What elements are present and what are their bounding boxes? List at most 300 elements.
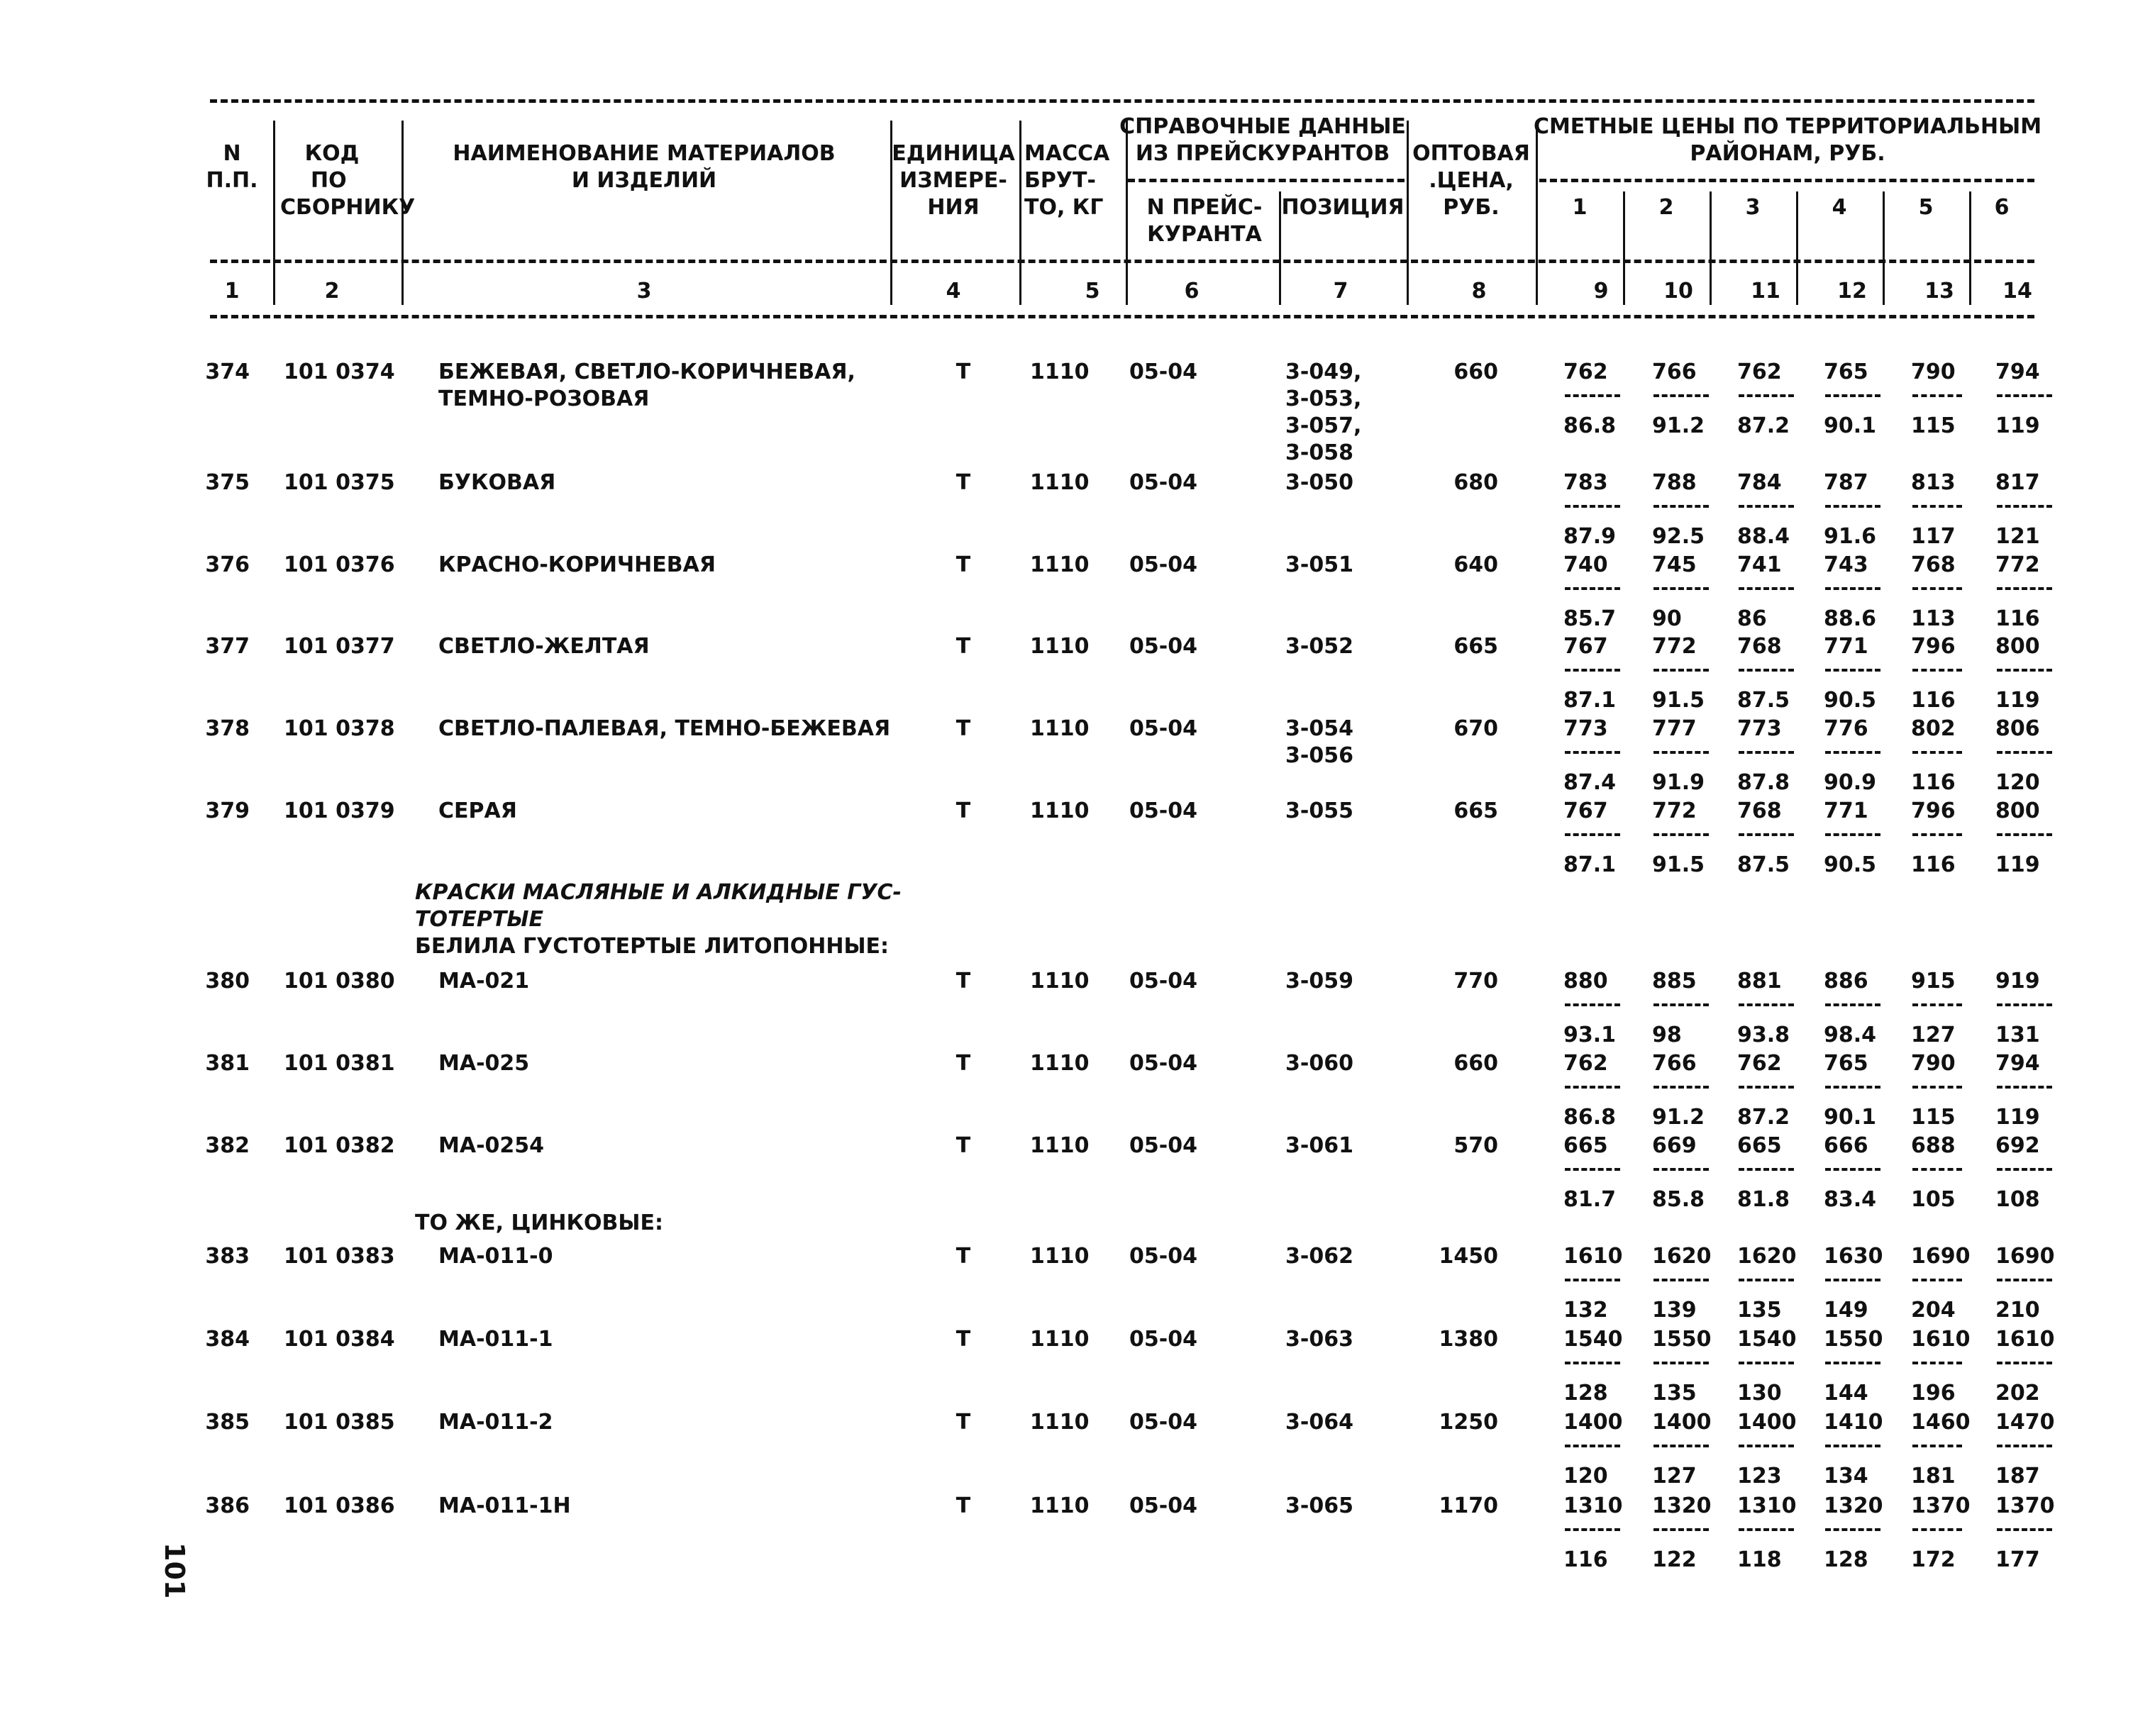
- colnum-6: 6: [1184, 279, 1200, 304]
- region-5-transport: 172: [1911, 1547, 1956, 1572]
- region-4-price: 765: [1824, 1051, 1868, 1076]
- fraction-line: [1739, 1168, 1794, 1171]
- region-6-price: 800: [1995, 634, 2040, 659]
- region-6-transport: 120: [1995, 770, 2040, 795]
- row-wholesale-price: 1450: [1439, 1244, 1498, 1269]
- colnum-bottom-rule: [210, 315, 2034, 318]
- row-wholesale-price: 680: [1453, 470, 1498, 495]
- region-3-price: 762: [1737, 1051, 1782, 1076]
- fraction-line: [1653, 1445, 1709, 1447]
- region-1-price: 767: [1563, 634, 1608, 659]
- row-position: 3-050: [1285, 470, 1353, 495]
- fraction-line: [1825, 833, 1880, 836]
- row-mass: 1110: [1030, 634, 1090, 659]
- region-4-price: 1630: [1824, 1244, 1883, 1269]
- fraction-line: [1997, 1003, 2052, 1006]
- header-bottom-rule: [210, 260, 2034, 263]
- region-4-transport: 91.6: [1824, 524, 1877, 549]
- fraction-line: [1653, 751, 1709, 754]
- row-name: МА-021: [438, 969, 530, 994]
- region-1-price: 773: [1563, 716, 1608, 741]
- fraction-line: [1565, 833, 1620, 836]
- fraction-line: [1565, 587, 1620, 590]
- fraction-line: [1997, 1445, 2052, 1447]
- region-3-transport: 87.5: [1737, 688, 1790, 713]
- row-code: 101 0377: [284, 634, 395, 659]
- header-code-2: ПО: [311, 168, 347, 193]
- header-wholesale-2: .ЦЕНА,: [1429, 168, 1514, 193]
- fraction-line: [1653, 587, 1709, 590]
- fraction-line: [1912, 1086, 1962, 1089]
- fraction-line: [1825, 1086, 1880, 1089]
- row-price-list: 05-04: [1129, 470, 1197, 495]
- region-6-price: 817: [1995, 470, 2040, 495]
- region-6-transport: 119: [1995, 413, 2040, 438]
- row-mass: 1110: [1030, 1410, 1090, 1435]
- fraction-line: [1997, 1528, 2052, 1531]
- header-region-5: 5: [1918, 195, 1934, 220]
- row-wholesale-price: 660: [1453, 360, 1498, 384]
- header-wholesale-1: ОПТОВАЯ: [1412, 141, 1530, 166]
- header-name-2: И ИЗДЕЛИЙ: [571, 168, 717, 193]
- region-4-transport: 144: [1824, 1381, 1868, 1406]
- fraction-line: [1565, 394, 1620, 397]
- fraction-line: [1565, 505, 1620, 508]
- region-6-price: 1470: [1995, 1410, 2055, 1435]
- header-name-1: НАИМЕНОВАНИЕ МАТЕРИАЛОВ: [453, 141, 836, 166]
- row-number: 386: [205, 1493, 250, 1518]
- fraction-line: [1565, 1279, 1620, 1281]
- vsep-9: [1623, 191, 1625, 305]
- row-price-list: 05-04: [1129, 552, 1197, 577]
- region-5-transport: 105: [1911, 1187, 1956, 1212]
- row-name: МА-011-1Н: [438, 1493, 571, 1518]
- colnum-2: 2: [324, 279, 340, 304]
- fraction-line: [1653, 669, 1709, 672]
- region-4-transport: 90.1: [1824, 1105, 1877, 1130]
- row-code: 101 0380: [284, 969, 395, 994]
- region-6-transport: 116: [1995, 606, 2040, 631]
- region-3-price: 762: [1737, 360, 1782, 384]
- row-mass: 1110: [1030, 360, 1090, 384]
- header-top-rule: [210, 99, 2034, 103]
- region-2-price: 1620: [1652, 1244, 1712, 1269]
- region-3-price: 741: [1737, 552, 1782, 577]
- row-price-list: 05-04: [1129, 1133, 1197, 1158]
- region-3-transport: 123: [1737, 1464, 1782, 1489]
- fraction-line: [1825, 587, 1880, 590]
- region-3-transport: 118: [1737, 1547, 1782, 1572]
- fraction-line: [1912, 1003, 1962, 1006]
- region-5-price: 790: [1911, 1051, 1956, 1076]
- region-4-transport: 98.4: [1824, 1023, 1877, 1047]
- region-5-transport: 115: [1911, 413, 1956, 438]
- row-number: 375: [205, 470, 250, 495]
- fraction-line: [1997, 505, 2052, 508]
- region-4-price: 886: [1824, 969, 1868, 994]
- fraction-line: [1565, 751, 1620, 754]
- row-unit: Т: [955, 969, 971, 994]
- region-3-transport: 135: [1737, 1298, 1782, 1323]
- region-5-price: 813: [1911, 470, 1956, 495]
- region-4-transport: 128: [1824, 1547, 1868, 1572]
- fraction-line: [1739, 394, 1794, 397]
- region-4-transport: 134: [1824, 1464, 1868, 1489]
- row-position: 3-059: [1285, 969, 1353, 994]
- region-3-transport: 87.2: [1737, 1105, 1790, 1130]
- row-mass: 1110: [1030, 716, 1090, 741]
- fraction-line: [1739, 1279, 1794, 1281]
- row-code: 101 0385: [284, 1410, 395, 1435]
- region-5-price: 790: [1911, 360, 1956, 384]
- row-wholesale-price: 1380: [1439, 1327, 1498, 1352]
- region-3-transport: 93.8: [1737, 1023, 1790, 1047]
- fraction-line: [1912, 1445, 1962, 1447]
- header-unit-1: ЕДИНИЦА: [892, 141, 1015, 166]
- header-num-1: N: [223, 141, 241, 166]
- header-mass-3: ТО, КГ: [1024, 195, 1104, 220]
- row-price-list: 05-04: [1129, 716, 1197, 741]
- fraction-line: [1739, 751, 1794, 754]
- row-position: 3-061: [1285, 1133, 1353, 1158]
- fraction-line: [1825, 1003, 1880, 1006]
- row-price-list: 05-04: [1129, 1244, 1197, 1269]
- region-4-price: 666: [1824, 1133, 1868, 1158]
- row-name: МА-011-0: [438, 1244, 553, 1269]
- header-wholesale-3: РУБ.: [1443, 195, 1500, 220]
- row-name: СВЕТЛО-ЖЕЛТАЯ: [438, 634, 650, 659]
- vsep-8: [1536, 121, 1538, 305]
- section-title-paints-1: КРАСКИ МАСЛЯНЫЕ И АЛКИДНЫЕ ГУС-: [415, 880, 902, 905]
- header-region-6: 6: [1994, 195, 2010, 220]
- region-1-transport: 132: [1563, 1298, 1608, 1323]
- row-number: 374: [205, 360, 250, 384]
- header-pricelist-1: N ПРЕЙС-: [1146, 195, 1263, 220]
- region-6-transport: 121: [1995, 524, 2040, 549]
- region-3-price: 773: [1737, 716, 1782, 741]
- region-5-transport: 196: [1911, 1381, 1956, 1406]
- row-code: 101 0386: [284, 1493, 395, 1518]
- region-6-transport: 202: [1995, 1381, 2040, 1406]
- region-4-transport: 90.5: [1824, 688, 1877, 713]
- region-5-price: 1460: [1911, 1410, 1971, 1435]
- region-1-transport: 85.7: [1563, 606, 1617, 631]
- row-number: 382: [205, 1133, 250, 1158]
- header-unit-2: ИЗМЕРЕ-: [899, 168, 1007, 193]
- region-3-transport: 81.8: [1737, 1187, 1790, 1212]
- header-mid-rule-est: [1539, 179, 2034, 182]
- region-4-price: 787: [1824, 470, 1868, 495]
- fraction-line: [1997, 587, 2052, 590]
- region-5-price: 915: [1911, 969, 1956, 994]
- row-number: 379: [205, 799, 250, 823]
- row-unit: Т: [955, 1133, 971, 1158]
- colnum-8: 8: [1471, 279, 1487, 304]
- region-2-price: 1320: [1652, 1493, 1712, 1518]
- row-position: 3-052: [1285, 634, 1353, 659]
- region-2-transport: 98: [1652, 1023, 1682, 1047]
- colnum-10: 10: [1663, 279, 1693, 304]
- header-num-2: П.П.: [206, 168, 258, 193]
- header-unit-3: НИЯ: [927, 195, 980, 220]
- row-wholesale-price: 1170: [1439, 1493, 1498, 1518]
- row-code: 101 0382: [284, 1133, 395, 1158]
- region-2-price: 1550: [1652, 1327, 1712, 1352]
- region-3-transport: 87.2: [1737, 413, 1790, 438]
- region-1-transport: 93.1: [1563, 1023, 1617, 1047]
- row-name: МА-0254: [438, 1133, 545, 1158]
- row-mass: 1110: [1030, 1327, 1090, 1352]
- region-6-price: 1370: [1995, 1493, 2055, 1518]
- region-4-transport: 88.6: [1824, 606, 1877, 631]
- region-6-transport: 187: [1995, 1464, 2040, 1489]
- region-2-transport: 91.5: [1652, 852, 1705, 877]
- fraction-line: [1739, 1086, 1794, 1089]
- row-wholesale-price: 665: [1453, 634, 1498, 659]
- fraction-line: [1653, 394, 1709, 397]
- row-unit: Т: [955, 1410, 971, 1435]
- row-position: 3-057,: [1285, 413, 1362, 438]
- row-unit: Т: [955, 360, 971, 384]
- colnum-9: 9: [1593, 279, 1609, 304]
- region-2-price: 766: [1652, 1051, 1697, 1076]
- header-region-4: 4: [1832, 195, 1847, 220]
- region-3-price: 784: [1737, 470, 1782, 495]
- region-2-transport: 122: [1652, 1547, 1697, 1572]
- row-code: 101 0374: [284, 360, 395, 384]
- region-4-price: 1550: [1824, 1327, 1883, 1352]
- fraction-line: [1653, 1086, 1709, 1089]
- region-2-transport: 91.2: [1652, 413, 1705, 438]
- region-2-transport: 90: [1652, 606, 1682, 631]
- fraction-line: [1997, 1279, 2052, 1281]
- region-1-price: 783: [1563, 470, 1608, 495]
- fraction-line: [1653, 1003, 1709, 1006]
- region-1-price: 1310: [1563, 1493, 1623, 1518]
- row-position: 3-049,: [1285, 360, 1362, 384]
- region-5-price: 796: [1911, 634, 1956, 659]
- region-2-transport: 139: [1652, 1298, 1697, 1323]
- region-1-price: 767: [1563, 799, 1608, 823]
- fraction-line: [1825, 1445, 1880, 1447]
- fraction-line: [1653, 505, 1709, 508]
- fraction-line: [1653, 1362, 1709, 1364]
- region-1-transport: 81.7: [1563, 1187, 1617, 1212]
- fraction-line: [1739, 1003, 1794, 1006]
- region-4-price: 771: [1824, 634, 1868, 659]
- section-title-lithopone: БЕЛИЛА ГУСТОТЕРТЫЕ ЛИТОПОННЫЕ:: [415, 934, 890, 959]
- region-6-transport: 108: [1995, 1187, 2040, 1212]
- region-4-transport: 83.4: [1824, 1187, 1877, 1212]
- fraction-line: [1565, 1362, 1620, 1364]
- region-4-price: 776: [1824, 716, 1868, 741]
- fraction-line: [1997, 751, 2052, 754]
- row-position: 3-058: [1285, 440, 1353, 465]
- row-number: 385: [205, 1410, 250, 1435]
- region-2-transport: 127: [1652, 1464, 1697, 1489]
- row-code: 101 0378: [284, 716, 395, 741]
- fraction-line: [1653, 1168, 1709, 1171]
- row-number: 380: [205, 969, 250, 994]
- region-4-transport: 90.1: [1824, 413, 1877, 438]
- region-3-price: 1400: [1737, 1410, 1797, 1435]
- header-code-1: КОД: [304, 141, 360, 166]
- row-number: 381: [205, 1051, 250, 1076]
- region-4-price: 1320: [1824, 1493, 1883, 1518]
- row-unit: Т: [955, 1327, 971, 1352]
- header-mass-1: МАССА: [1024, 141, 1110, 166]
- row-unit: Т: [955, 1493, 971, 1518]
- region-1-price: 762: [1563, 360, 1608, 384]
- region-4-price: 1410: [1824, 1410, 1883, 1435]
- row-mass: 1110: [1030, 1244, 1090, 1269]
- fraction-line: [1739, 1528, 1794, 1531]
- fraction-line: [1997, 1362, 2052, 1364]
- region-2-price: 772: [1652, 799, 1697, 823]
- vsep-13: [1969, 191, 1971, 305]
- row-unit: Т: [955, 470, 971, 495]
- row-code: 101 0379: [284, 799, 395, 823]
- region-5-transport: 116: [1911, 770, 1956, 795]
- region-6-price: 772: [1995, 552, 2040, 577]
- region-3-price: 1310: [1737, 1493, 1797, 1518]
- row-position: 3-060: [1285, 1051, 1353, 1076]
- region-4-price: 765: [1824, 360, 1868, 384]
- header-ref-1: СПРАВОЧНЫЕ ДАННЫЕ: [1119, 114, 1406, 139]
- fraction-line: [1912, 1168, 1962, 1171]
- region-3-transport: 87.5: [1737, 852, 1790, 877]
- header-region-2: 2: [1658, 195, 1674, 220]
- region-4-price: 743: [1824, 552, 1868, 577]
- fraction-line: [1825, 1168, 1880, 1171]
- row-unit: Т: [955, 716, 971, 741]
- fraction-line: [1565, 1528, 1620, 1531]
- row-number: 378: [205, 716, 250, 741]
- fraction-line: [1825, 1279, 1880, 1281]
- row-position: 3-055: [1285, 799, 1353, 823]
- colnum-14: 14: [2002, 279, 2032, 304]
- region-1-transport: 86.8: [1563, 1105, 1617, 1130]
- region-3-transport: 88.4: [1737, 524, 1790, 549]
- section-title-zinc: ТО ЖЕ, ЦИНКОВЫЕ:: [415, 1211, 663, 1235]
- region-1-price: 665: [1563, 1133, 1608, 1158]
- fraction-line: [1912, 505, 1962, 508]
- region-1-price: 762: [1563, 1051, 1608, 1076]
- region-2-price: 745: [1652, 552, 1697, 577]
- row-price-list: 05-04: [1129, 1493, 1197, 1518]
- row-code: 101 0383: [284, 1244, 395, 1269]
- fraction-line: [1653, 1528, 1709, 1531]
- fraction-line: [1997, 1086, 2052, 1089]
- row-position: 3-053,: [1285, 386, 1362, 411]
- header-mass-2: БРУТ-: [1024, 168, 1096, 193]
- fraction-line: [1739, 1362, 1794, 1364]
- region-1-transport: 87.9: [1563, 524, 1617, 549]
- row-wholesale-price: 1250: [1439, 1410, 1498, 1435]
- region-5-price: 1370: [1911, 1493, 1971, 1518]
- region-2-price: 1400: [1652, 1410, 1712, 1435]
- fraction-line: [1912, 833, 1962, 836]
- vsep-1: [273, 121, 275, 305]
- row-price-list: 05-04: [1129, 360, 1197, 384]
- region-1-transport: 87.4: [1563, 770, 1617, 795]
- row-name: МА-011-1: [438, 1327, 553, 1352]
- fraction-line: [1739, 833, 1794, 836]
- fraction-line: [1912, 394, 1962, 397]
- region-5-transport: 117: [1911, 524, 1956, 549]
- region-3-price: 768: [1737, 799, 1782, 823]
- row-code: 101 0381: [284, 1051, 395, 1076]
- fraction-line: [1825, 751, 1880, 754]
- region-2-transport: 85.8: [1652, 1187, 1705, 1212]
- row-mass: 1110: [1030, 1133, 1090, 1158]
- fraction-line: [1565, 1168, 1620, 1171]
- fraction-line: [1565, 669, 1620, 672]
- region-2-transport: 135: [1652, 1381, 1697, 1406]
- section-title-paints-2: ТОТЕРТЫЕ: [415, 907, 543, 932]
- fraction-line: [1653, 833, 1709, 836]
- region-3-transport: 86: [1737, 606, 1767, 631]
- colnum-13: 13: [1924, 279, 1954, 304]
- region-2-price: 766: [1652, 360, 1697, 384]
- region-6-transport: 210: [1995, 1298, 2040, 1323]
- region-1-transport: 86.8: [1563, 413, 1617, 438]
- fraction-line: [1565, 1445, 1620, 1447]
- region-1-transport: 128: [1563, 1381, 1608, 1406]
- region-1-price: 740: [1563, 552, 1608, 577]
- region-3-price: 768: [1737, 634, 1782, 659]
- vsep-7: [1407, 121, 1409, 305]
- colnum-12: 12: [1837, 279, 1867, 304]
- region-6-price: 692: [1995, 1133, 2040, 1158]
- row-name: МА-011-2: [438, 1410, 553, 1435]
- row-position: 3-064: [1285, 1410, 1353, 1435]
- region-2-price: 885: [1652, 969, 1697, 994]
- fraction-line: [1912, 751, 1962, 754]
- fraction-line: [1739, 1445, 1794, 1447]
- row-position: 3-063: [1285, 1327, 1353, 1352]
- row-unit: Т: [955, 634, 971, 659]
- row-unit: Т: [955, 552, 971, 577]
- row-mass: 1110: [1030, 969, 1090, 994]
- row-wholesale-price: 670: [1453, 716, 1498, 741]
- fraction-line: [1565, 1003, 1620, 1006]
- region-1-transport: 87.1: [1563, 852, 1617, 877]
- vsep-4: [1019, 121, 1021, 305]
- region-3-price: 665: [1737, 1133, 1782, 1158]
- row-price-list: 05-04: [1129, 1410, 1197, 1435]
- fraction-line: [1825, 1362, 1880, 1364]
- region-5-price: 802: [1911, 716, 1956, 741]
- region-4-transport: 149: [1824, 1298, 1868, 1323]
- header-code-3: СБОРНИКУ: [280, 195, 416, 220]
- row-unit: Т: [955, 1051, 971, 1076]
- region-1-price: 1540: [1563, 1327, 1623, 1352]
- row-code: 101 0376: [284, 552, 395, 577]
- fraction-line: [1997, 1168, 2052, 1171]
- fraction-line: [1997, 394, 2052, 397]
- region-6-transport: 177: [1995, 1547, 2040, 1572]
- row-name: КРАСНО-КОРИЧНЕВАЯ: [438, 552, 716, 577]
- colnum-5: 5: [1085, 279, 1100, 304]
- region-1-transport: 87.1: [1563, 688, 1617, 713]
- fraction-line: [1825, 1528, 1880, 1531]
- row-position: 3-054: [1285, 716, 1353, 741]
- header-mid-rule-ref: [1128, 179, 1405, 182]
- region-5-price: 796: [1911, 799, 1956, 823]
- region-1-price: 1610: [1563, 1244, 1623, 1269]
- region-5-transport: 116: [1911, 688, 1956, 713]
